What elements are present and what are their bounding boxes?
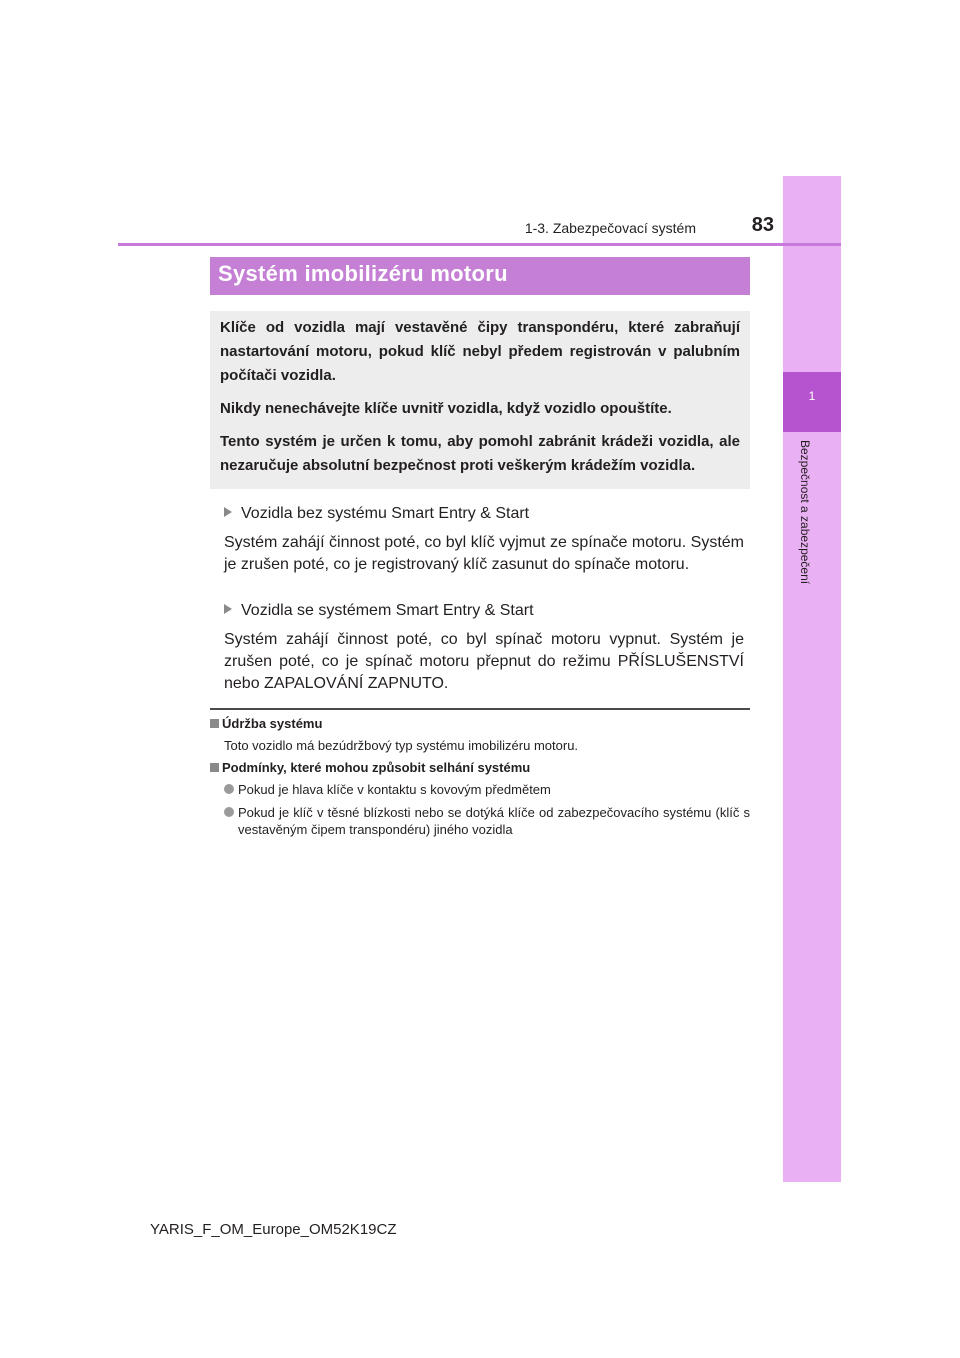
list-item-text: Pokud je hlava klíče v kontaktu s kovovým předmětem xyxy=(238,782,551,797)
page-title: Systém imobilizéru motoru xyxy=(218,261,508,286)
note-heading-maintenance xyxy=(210,716,322,731)
list-item xyxy=(224,804,750,838)
body-paragraph: Systém zahájí činnost poté, co byl spínač motoru vypnut. Systém je zrušen poté, co je spínač motoru přepnut do režimu PŘÍSLUŠENSTVÍ nebo ZAPALOVÁNÍ ZAPNUTO. xyxy=(224,631,744,692)
subheading-text: Vozidla bez systému Smart Entry & Start xyxy=(241,505,530,522)
list-item-text: Pokud je klíč v těsné blízkosti nebo se dotýká klíče od zabezpečovacího systému (klíč s vestavěným čipem transpondéru) jiného vozidla xyxy=(238,805,750,837)
subheading-without-smart-entry xyxy=(224,505,529,523)
intro-paragraph: Klíče od vozidla mají vestavěné čipy transpondéru, které zabraňují nastartování motoru, pokud klíč nebyl předem registrován v palubním počítači vozidla. xyxy=(220,319,740,384)
triangle-bullet-icon xyxy=(224,507,232,517)
page-title-bar xyxy=(210,257,750,295)
square-bullet-icon xyxy=(210,763,219,772)
circle-bullet-icon xyxy=(224,784,234,794)
page-number: 83 xyxy=(751,214,774,236)
subheading-with-smart-entry xyxy=(224,602,534,620)
intro-paragraph: Tento systém je určen k tomu, aby pomohl zabránit krádeži vozidla, ale nezaručuje absolutní bezpečnost proti veškerým krádežím vozidla. xyxy=(220,433,740,474)
triangle-bullet-icon xyxy=(224,604,232,614)
note-heading-conditions xyxy=(210,760,530,775)
subheading-text: Vozidla se systémem Smart Entry & Start xyxy=(241,602,534,619)
note-text: Toto vozidlo má bezúdržbový typ systému imobilizéru motoru. xyxy=(224,738,579,753)
header-divider xyxy=(118,243,841,246)
footer-doc-id: YARIS_F_OM_Europe_OM52K19CZ xyxy=(150,1221,397,1238)
circle-bullet-icon xyxy=(224,807,234,817)
note-heading-text: Podmínky, které mohou způsobit selhání systému xyxy=(222,760,531,775)
chapter-side-tab xyxy=(783,176,841,1182)
notes-divider xyxy=(210,708,750,710)
square-bullet-icon xyxy=(210,719,219,728)
note-heading-text: Údržba systému xyxy=(222,716,323,731)
list-item xyxy=(224,781,750,798)
chapter-number: 1 xyxy=(808,389,816,403)
section-title: 1-3. Zabezpečovací systém xyxy=(524,220,696,236)
body-paragraph: Systém zahájí činnost poté, co byl klíč vyjmut ze spínače motoru. Systém je zrušen poté, co je registrovaný klíč zasunut do spínače motoru. xyxy=(224,534,744,573)
intro-box xyxy=(210,311,750,489)
chapter-label: Bezpečnost a zabezpečení xyxy=(798,440,812,585)
intro-paragraph: Nikdy nenechávejte klíče uvnitř vozidla, když vozidlo opouštíte. xyxy=(220,400,672,417)
